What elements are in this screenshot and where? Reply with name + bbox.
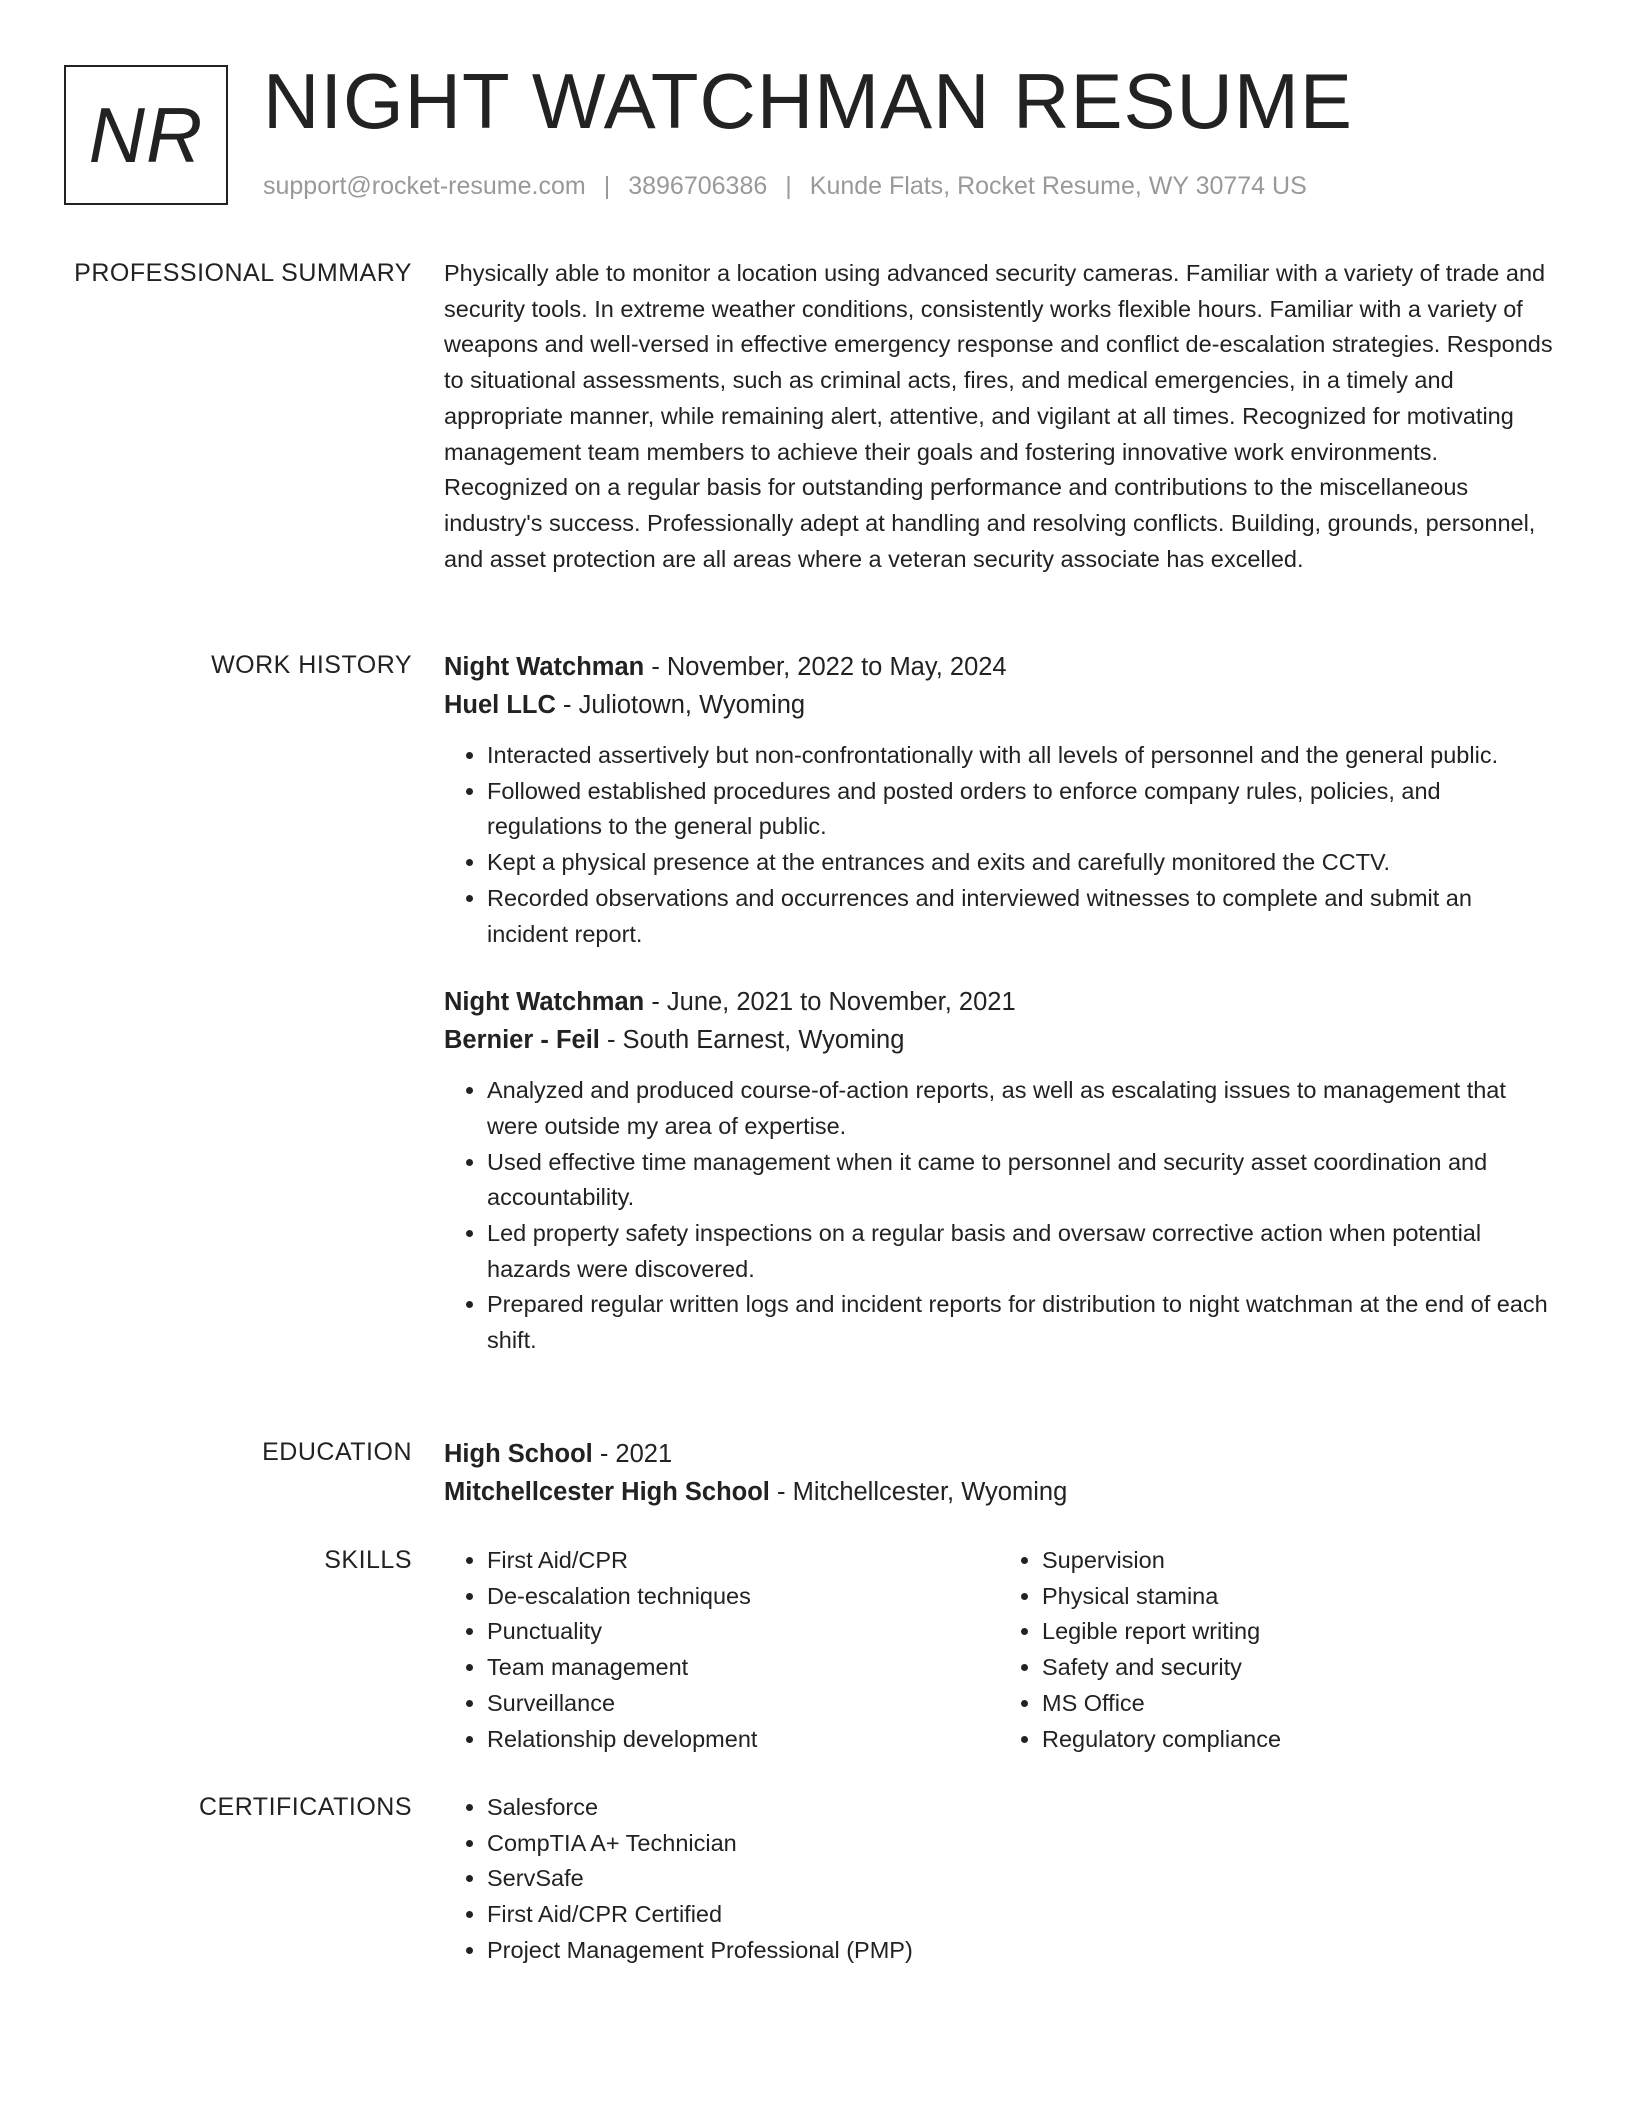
skill-item: • Regulatory compliance [1042, 1722, 1554, 1758]
job-bullet: • Led property safety inspections on a regular basis and oversaw corrective action when potential hazards were discovered. [487, 1216, 1554, 1287]
skill-item: • Punctuality [487, 1614, 999, 1650]
skill-item: • MS Office [1042, 1686, 1554, 1722]
contact-separator: | [603, 172, 611, 200]
job-bullets [444, 1073, 1554, 1359]
skills-heading: SKILLS [324, 1546, 412, 1574]
education-year: - 2021 [599, 1440, 673, 1468]
education-body [444, 1435, 1554, 1511]
work-history-heading: WORK HISTORY [211, 651, 412, 679]
certifications-heading: CERTIFICATIONS [198, 1793, 412, 1821]
skill-item: • Relationship development [487, 1722, 999, 1758]
certification-item: • Project Management Professional (PMP) [487, 1933, 1554, 1969]
job-dates: - June, 2021 to November, 2021 [651, 988, 1016, 1017]
education-heading: EDUCATION [262, 1438, 412, 1466]
certification-item: • First Aid/CPR Certified [487, 1897, 1554, 1933]
job-title: Night Watchman [444, 988, 645, 1017]
job-bullet: • Kept a physical presence at the entrances and exits and carefully monitored the CCTV. [487, 845, 1554, 881]
job-company-line [444, 686, 1554, 724]
job-bullet: • Analyzed and produced course-of-action reports, as well as escalating issues to management that were outside my area of expertise. [487, 1073, 1554, 1144]
work-history-body [444, 648, 1554, 1359]
summary-text: Physically able to monitor a location using advanced security cameras. Familiar with a variety of trade and security tools. In extreme weather conditions, consistently works flexible hours. Familiar with a variety of weapons and well-versed in effective emergency response and conflict de-escalation strategies. Responds to situational assessments, such as criminal acts, fires, and medical emergencies, in a timely and appropriate manner, while remaining alert, attentive, and vigilant at all times. Recognized for motivating management team members to achieve their goals and fostering innovative work environments. Recognized on a regular basis for outstanding performance and contributions to the miscellaneous industry's success. Professionally adept at handling and resolving conflicts. Building, grounds, personnel, and asset protection are all areas where a veteran security associate has excelled. [444, 260, 1553, 572]
job-location: - Juliotown, Wyoming [563, 691, 806, 719]
skill-item: • First Aid/CPR [487, 1543, 999, 1579]
certification-item: • ServSafe [487, 1861, 1554, 1897]
job-company-line [444, 1021, 1554, 1059]
job-bullets [444, 738, 1554, 952]
certification-item: • Salesforce [487, 1790, 1554, 1826]
monogram-box [64, 65, 228, 205]
job-bullet: • Followed established procedures and posted orders to enforce company rules, policies, and regulations to the general public. [487, 774, 1554, 845]
skill-item: • Team management [487, 1650, 999, 1686]
job-bullet: • Prepared regular written logs and incident reports for distribution to night watchman at the end of each shift. [487, 1287, 1554, 1358]
job-bullet: • Interacted assertively but non-confrontationally with all levels of personnel and the general public. [487, 738, 1554, 774]
education-school: Mitchellcester High School [444, 1478, 770, 1506]
education-degree-line [444, 1435, 1554, 1473]
contact-phone: 3896706386 [628, 172, 768, 200]
job-bullet: • Used effective time management when it came to personnel and security asset coordination and accountability. [487, 1145, 1554, 1216]
job-location: - South Earnest, Wyoming [606, 1026, 905, 1055]
skill-item: • Physical stamina [1042, 1579, 1554, 1615]
job-company: Huel LLC [444, 691, 556, 719]
education-school-line [444, 1473, 1554, 1511]
contact-line [263, 172, 1307, 201]
job-title-line [444, 648, 1554, 686]
job-entry [444, 983, 1554, 1359]
skill-item: • Supervision [1042, 1543, 1554, 1579]
monogram-initials: NR [88, 90, 204, 179]
summary-body [444, 256, 1554, 577]
job-entry [444, 648, 1554, 952]
job-dates: - November, 2022 to May, 2024 [651, 653, 1007, 681]
contact-address: Kunde Flats, Rocket Resume, WY 30774 US [809, 172, 1307, 200]
skill-item: • Surveillance [487, 1686, 999, 1722]
contact-separator: | [785, 172, 792, 200]
skills-list-right [999, 1543, 1554, 1757]
education-degree: High School [444, 1440, 593, 1468]
education-location: - Mitchellcester, Wyoming [777, 1478, 1068, 1506]
certifications-list [444, 1790, 1554, 1969]
contact-email: support@rocket-resume.com [263, 172, 586, 200]
job-company: Bernier - Feil [444, 1026, 600, 1055]
skills-list-left [444, 1543, 999, 1757]
skill-item: • De-escalation techniques [487, 1579, 999, 1615]
certification-item: • CompTIA A+ Technician [487, 1826, 1554, 1862]
skills-body [444, 1543, 1554, 1757]
resume-title: NIGHT WATCHMAN RESUME [263, 57, 1353, 145]
certifications-body [444, 1790, 1554, 1969]
job-title: Night Watchman [444, 653, 645, 681]
skill-item: • Safety and security [1042, 1650, 1554, 1686]
job-title-line [444, 983, 1554, 1021]
summary-heading: PROFESSIONAL SUMMARY [74, 259, 412, 287]
job-bullet: • Recorded observations and occurrences and interviewed witnesses to complete and submit an incident report. [487, 881, 1554, 952]
skill-item: • Legible report writing [1042, 1614, 1554, 1650]
